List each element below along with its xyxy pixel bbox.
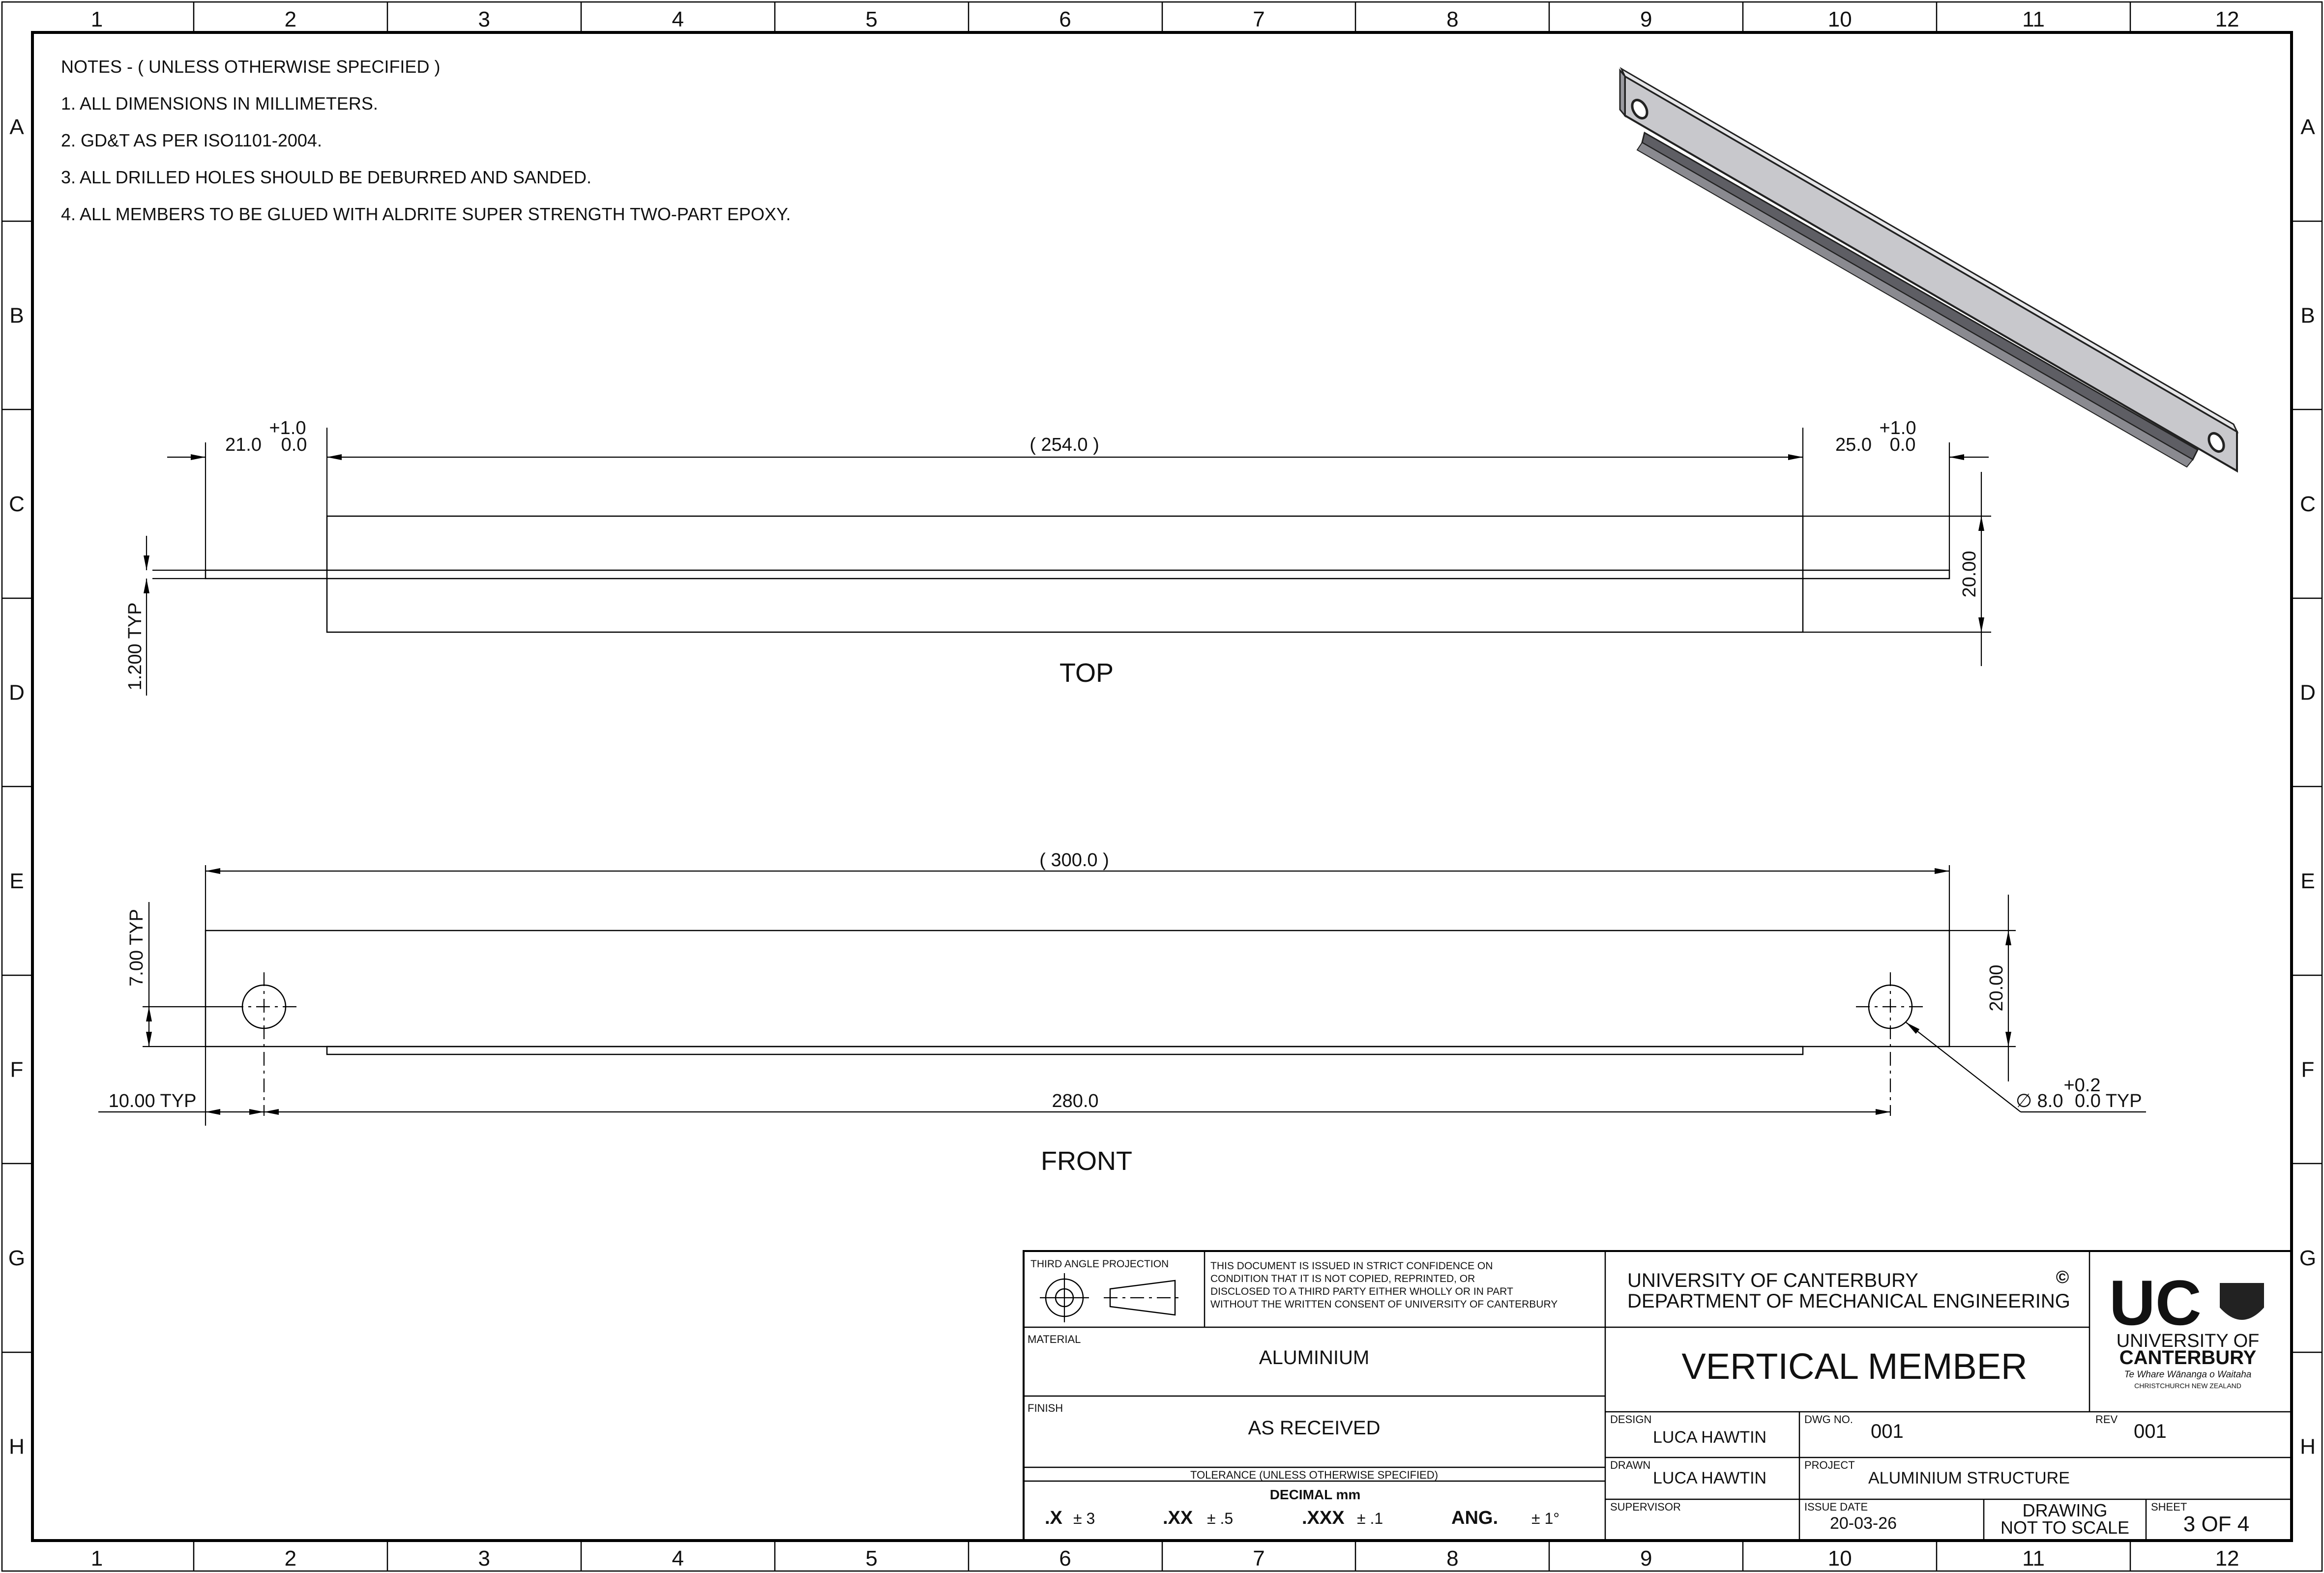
issue-date-label: ISSUE DATE	[1804, 1501, 1868, 1513]
zone-column-label: 2	[284, 1546, 297, 1571]
zone-row-label: E	[9, 869, 24, 893]
drawing-title: VERTICAL MEMBER	[1681, 1346, 2028, 1387]
top-view	[125, 418, 1991, 696]
zone-column-label: 8	[1446, 7, 1459, 31]
tol-xx-label: .XX	[1163, 1508, 1193, 1528]
front-view-label: FRONT	[1041, 1146, 1132, 1176]
zone-column-label: 10	[1827, 1546, 1852, 1571]
zone-column-label: 7	[1253, 7, 1265, 31]
dim-height-value: 20.00	[1959, 551, 1980, 598]
hole-tol-lower: 0.0 TYP	[2075, 1091, 2142, 1111]
tol-ang-value: ± 1°	[1531, 1510, 1560, 1527]
logo-subline: CHRISTCHURCH NEW ZEALAND	[2134, 1382, 2241, 1390]
project-value: ALUMINIUM STRUCTURE	[1868, 1469, 2070, 1487]
dim-left-value: 21.0	[225, 435, 262, 455]
logo-line2: CANTERBURY	[2119, 1347, 2257, 1369]
project-label: PROJECT	[1804, 1459, 1855, 1471]
zone-column-label: 1	[90, 7, 103, 31]
zone-column-label: 3	[478, 7, 491, 31]
note-item: 4. ALL MEMBERS TO BE GLUED WITH ALDRITE SUPER STRENGTH TWO-PART EPOXY.	[61, 204, 791, 224]
zone-row-label: G	[2299, 1246, 2317, 1270]
notes-block	[61, 57, 791, 224]
tol-x-value: ± 3	[1073, 1510, 1095, 1527]
department-name: DEPARTMENT OF MECHANICAL ENGINEERING	[1627, 1290, 2070, 1312]
zone-column-label: 9	[1640, 1546, 1652, 1571]
dim-left-tol-lower: 0.0	[281, 435, 307, 455]
supervisor-label: SUPERVISOR	[1610, 1501, 1681, 1513]
projection-label: THIRD ANGLE PROJECTION	[1030, 1258, 1169, 1270]
zone-column-label: 6	[1059, 1546, 1071, 1571]
dim-overall-value: ( 300.0 )	[1039, 850, 1109, 871]
confidentiality-line: DISCLOSED TO A THIRD PARTY EITHER WHOLLY OR IN PART	[1210, 1286, 1513, 1297]
zone-column-label: 12	[2215, 7, 2239, 31]
zone-row-label: B	[2300, 303, 2315, 328]
zone-column-label: 2	[284, 7, 297, 31]
tol-ang-label: ANG.	[1451, 1508, 1498, 1528]
design-value: LUCA HAWTIN	[1653, 1428, 1767, 1447]
zone-column-label: 3	[478, 1546, 491, 1571]
tol-xxx-label: .XXX	[1302, 1508, 1345, 1528]
sheet-border	[2, 2, 2322, 1571]
design-label: DESIGN	[1610, 1413, 1652, 1426]
title-block	[1024, 1251, 2292, 1541]
zone-row-label: C	[9, 492, 25, 516]
tol-xxx-value: ± .1	[1357, 1510, 1383, 1527]
isometric-view	[1620, 69, 2237, 471]
dim-edge-value: 10.00 TYP	[108, 1091, 197, 1111]
zone-row-label: D	[9, 680, 25, 705]
zone-row-label: H	[2300, 1434, 2316, 1459]
zone-column-label: 4	[672, 1546, 684, 1571]
zone-column-label: 9	[1640, 7, 1652, 31]
note-item: 2. GD&T AS PER ISO1101-2004.	[61, 130, 322, 150]
tol-x-label: .X	[1045, 1508, 1062, 1528]
zone-column-label: 4	[672, 7, 684, 31]
scale-line2: NOT TO SCALE	[2000, 1517, 2130, 1538]
zone-column-label: 10	[1827, 7, 1852, 31]
top-view-label: TOP	[1059, 658, 1114, 688]
issue-date-value: 20-03-26	[1829, 1514, 1897, 1533]
zone-row-label: F	[2301, 1057, 2315, 1082]
note-item: 3. ALL DRILLED HOLES SHOULD BE DEBURRED AND SANDED.	[61, 167, 591, 187]
zone-row-label: C	[2300, 492, 2316, 516]
dim-right-value: 25.0	[1835, 435, 1872, 455]
front-view	[98, 850, 2146, 1176]
zone-row-label: G	[8, 1246, 26, 1270]
top-view-body	[327, 516, 1803, 632]
finish-value: AS RECEIVED	[1248, 1417, 1381, 1439]
dim-right-tol-lower: 0.0	[1889, 435, 1916, 455]
top-view-flange	[206, 570, 1949, 579]
zone-column-label: 1	[90, 1546, 103, 1571]
dim-hole-spacing-value: 280.0	[1052, 1091, 1099, 1111]
dim-right-tol-upper: +1.0	[1879, 418, 1916, 438]
drawn-value: LUCA HAWTIN	[1653, 1469, 1767, 1487]
zone-row-label: H	[9, 1434, 25, 1459]
finish-label: FINISH	[1028, 1402, 1063, 1414]
zone-row-label: F	[10, 1057, 24, 1082]
university-logo	[2109, 1267, 2264, 1390]
dim-front-height-value: 20.00	[1986, 964, 2007, 1012]
zone-column-label: 12	[2215, 1546, 2239, 1571]
front-view-body	[206, 931, 1949, 1047]
zone-column-label: 7	[1253, 1546, 1265, 1571]
note-item: 1. ALL DIMENSIONS IN MILLIMETERS.	[61, 93, 378, 114]
rev-value: 001	[2134, 1421, 2167, 1442]
drawn-label: DRAWN	[1610, 1459, 1651, 1471]
zone-row-label: D	[2300, 680, 2316, 705]
zone-column-label: 6	[1059, 7, 1071, 31]
logo-line1: UNIVERSITY OF	[2116, 1331, 2260, 1351]
zone-row-label: A	[9, 115, 24, 139]
university-name: UNIVERSITY OF CANTERBURY	[1627, 1270, 1918, 1291]
crest-icon	[2220, 1283, 2264, 1320]
logo-letters: UC	[2109, 1267, 2202, 1339]
tolerance-title: TOLERANCE (UNLESS OTHERWISE SPECIFIED)	[1190, 1469, 1439, 1481]
material-label: MATERIAL	[1028, 1333, 1081, 1345]
confidentiality-line: CONDITION THAT IT IS NOT COPIED, REPRINTED, OR	[1210, 1273, 1475, 1284]
zone-row-label: B	[9, 303, 24, 328]
hole-callout: ∅ 8.0	[2016, 1091, 2063, 1111]
decimal-label: DECIMAL mm	[1269, 1487, 1361, 1502]
dim-left-tol-upper: +1.0	[269, 418, 306, 438]
zone-row-label: E	[2300, 869, 2315, 893]
dim-thickness-value: 1.200 TYP	[125, 602, 146, 691]
notes-heading: NOTES - ( UNLESS OTHERWISE SPECIFIED )	[61, 57, 441, 77]
logo-tagline: Te Whare Wānanga o Waitaha	[2124, 1369, 2252, 1380]
zone-column-label: 11	[2022, 1546, 2045, 1571]
zone-column-label: 5	[865, 7, 878, 31]
third-angle-projection-icon	[1040, 1273, 1180, 1322]
dim-middle-value: ( 254.0 )	[1030, 435, 1099, 455]
confidentiality-line: THIS DOCUMENT IS ISSUED IN STRICT CONFIDENCE ON	[1210, 1260, 1493, 1272]
scale-line1: DRAWING	[2022, 1500, 2108, 1520]
hole-tol-upper: +0.2	[2063, 1075, 2101, 1096]
zone-column-label: 5	[865, 1546, 878, 1571]
sheet-label: SHEET	[2151, 1501, 2187, 1513]
zone-column-label: 11	[2022, 7, 2045, 31]
zone-column-label: 8	[1446, 1546, 1459, 1571]
grid-zones	[2, 2, 2322, 1571]
tol-xx-value: ± .5	[1207, 1510, 1234, 1527]
rev-label: REV	[2095, 1413, 2118, 1426]
dim-hole-height-value: 7.00 TYP	[126, 909, 147, 987]
dwg-no-label: DWG NO.	[1804, 1413, 1853, 1426]
confidentiality-line: WITHOUT THE WRITTEN CONSENT OF UNIVERSITY OF CANTERBURY	[1210, 1299, 1558, 1310]
dwg-no-value: 001	[1871, 1421, 1904, 1442]
zone-row-label: A	[2300, 115, 2315, 139]
sheet-value: 3 OF 4	[2183, 1512, 2250, 1536]
material-value: ALUMINIUM	[1259, 1347, 1370, 1369]
copyright-icon: ©	[2056, 1267, 2069, 1287]
front-view-flange	[327, 1047, 1803, 1054]
